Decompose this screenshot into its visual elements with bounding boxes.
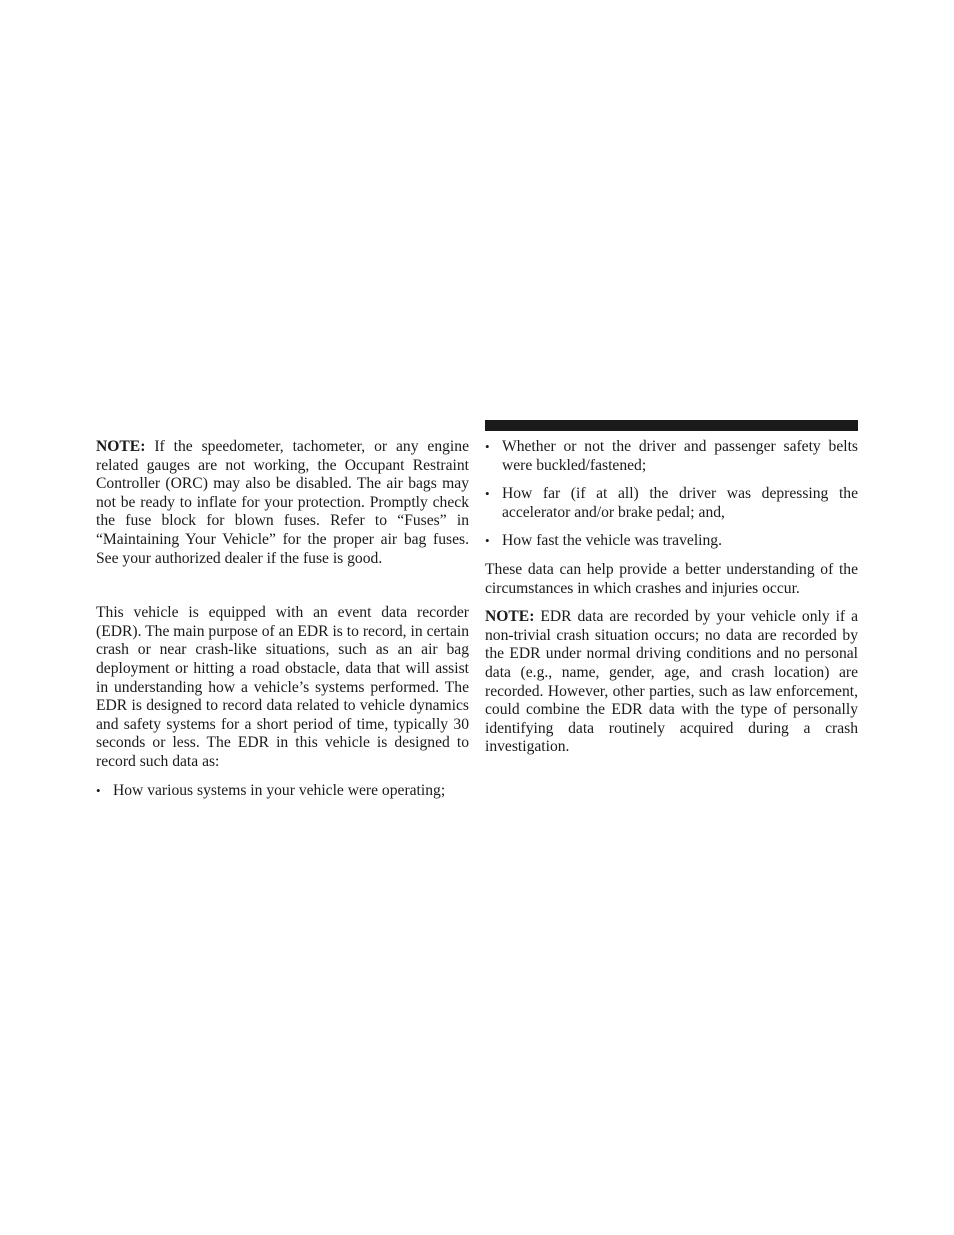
summary-paragraph: These data can help provide a better understanding of the circumstances in which crashes and injuries occur. xyxy=(485,560,858,597)
note-label: NOTE: xyxy=(485,608,535,626)
right-column xyxy=(485,438,858,757)
edr-data-list-left xyxy=(96,782,469,801)
list-item: • Whether or not the driver and passenger safety belts were buckled/fastened; xyxy=(485,438,858,474)
bullet-icon: • xyxy=(485,486,490,502)
section-header-bar xyxy=(485,420,858,431)
list-item: • How fast the vehicle was traveling. xyxy=(485,532,722,550)
list-item: • How far (if at all) the driver was depressing the accelerator and/or brake pedal; and, xyxy=(485,485,858,521)
note-text: EDR data are recorded by your vehicle only if a non-trivial crash situation occurs; no data are recorded by the EDR under normal driving conditions and no personal data (e.g., name, gender, age, and crash location) are recorded. However, other parties, such as law enforcement, could combine the EDR data with the type of personally identifying data routinely acquired during a crash investigation. xyxy=(485,608,858,756)
bullet-icon: • xyxy=(96,782,101,798)
edr-data-list-right xyxy=(485,438,858,551)
edr-intro-paragraph: This vehicle is equipped with an event data recorder (EDR). The main purpose of an EDR is to record, in certain crash or near crash-like situations, such as an air bag deployment or hitting a road obstacle, data that will assist in understanding how a vehicle’s systems performed. The EDR is designed to record data related to vehicle dynamics and safety systems for a short period of time, typically 30 seconds or less. The EDR in this vehicle is designed to record such data as: xyxy=(96,604,469,770)
note-paragraph-gauges xyxy=(96,438,469,568)
list-item: • How various systems in your vehicle were operating; xyxy=(96,781,446,799)
note-paragraph-edr xyxy=(485,608,858,757)
bullet-icon: • xyxy=(485,533,490,549)
left-column xyxy=(96,438,469,810)
bullet-icon: • xyxy=(485,439,490,454)
note-text: If the speedometer, tachometer, or any engine related gauges are not working, the Occupant Restraint Controller (ORC) may also be disabled. The air bags may not be ready to inflate for your protection. Promptly check the fuse block for blown fuses. Refer to “Fuses” in “Maintaining Your Vehicle” for the proper air bag fuses. See your authorized dealer if the fuse is good. xyxy=(96,438,469,567)
note-label: NOTE: xyxy=(96,438,146,455)
